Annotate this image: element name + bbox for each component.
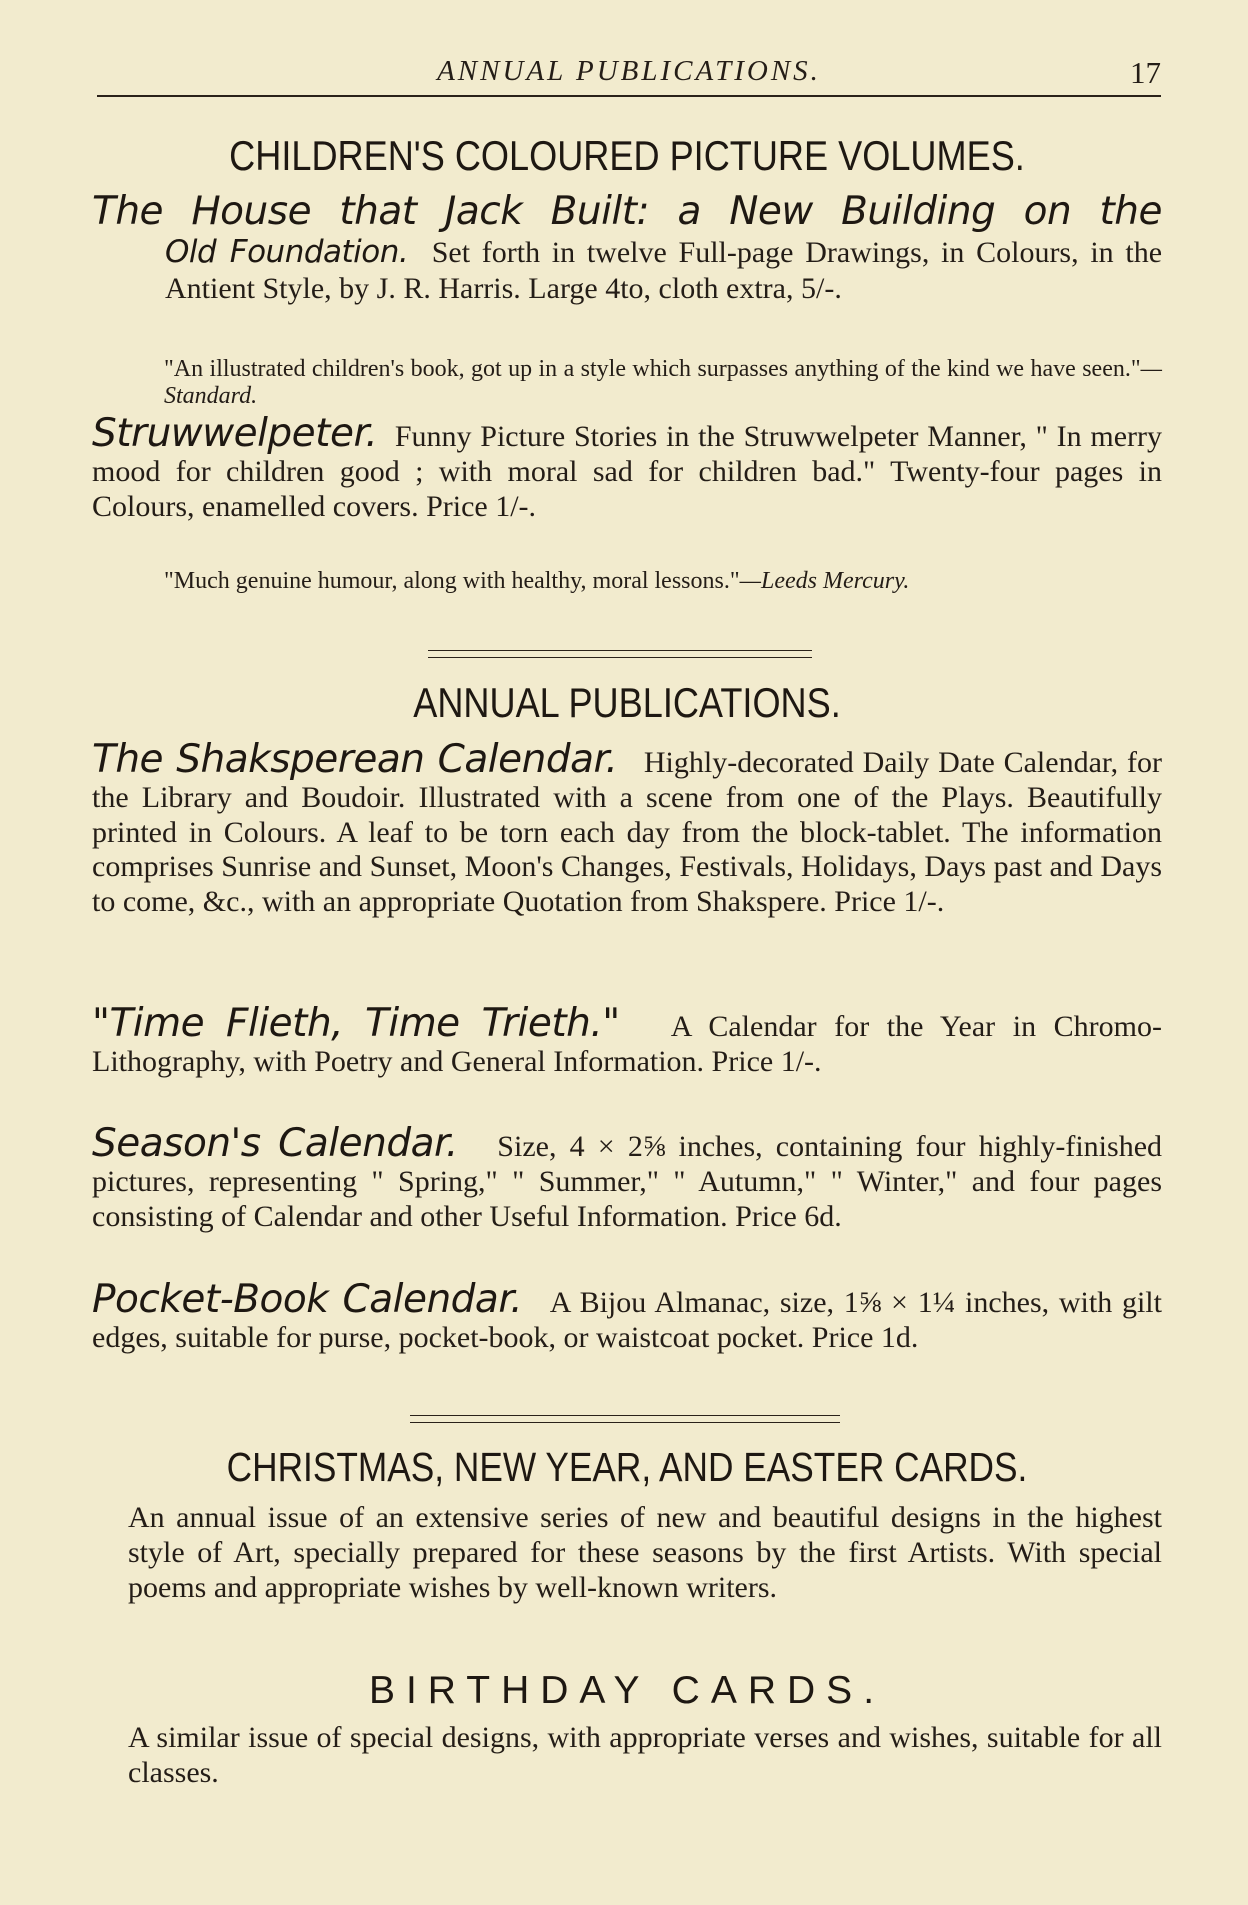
entry-description: Funny Picture Stories in the Struwwelpeter Manner, " In merry mood for children good ; with moral sad for children bad." Twenty-four pages in Colours, enamelled covers. Price 1/-. [92,420,1163,523]
entry-pocket-book-calendar [92,1277,1162,1356]
entry-title-line1: The House that Jack Built: a New Building on the [92,189,1162,234]
quote-source: —Standard. [164,356,1162,409]
entry-time-flieth [92,1001,1162,1080]
entry-struwwelpeter [92,411,1163,524]
section-heading-children: CHILDREN'S COLOURED PICTURE VOLUMES. [229,132,1025,179]
section-divider [410,1415,840,1423]
quote-text: "Much genuine humour, along with healthy, moral lessons." [164,568,740,594]
section-heading-birthday: BIRTHDAY CARDS. [368,1669,886,1712]
entry-body [92,232,1162,307]
entry-body [92,737,1162,920]
entry-title-line2: Old Foundation. [165,234,409,270]
entry-seasons-calendar [92,1121,1163,1234]
entry-body [92,1277,1162,1356]
entry-title: Season's Calendar. [92,1121,458,1166]
entry-shaksperean-calendar [92,737,1162,920]
entry-title: Struwwelpeter. [92,411,378,456]
entry-title: Pocket-Book Calendar. [92,1277,523,1322]
entry-title: The Shaksperean Calendar. [92,737,618,782]
section-heading-annual: ANNUAL PUBLICATIONS. [413,679,841,726]
page-number: 17 [1130,55,1161,90]
section-divider [428,650,812,658]
section-heading-christmas: CHRISTMAS, NEW YEAR, AND EASTER CARDS. [226,1444,1028,1490]
christmas-cards-text [92,1500,1162,1605]
birthday-cards-text [92,1720,1162,1790]
entry-body [92,1001,1162,1080]
review-quote-leeds-mercury [92,568,1162,595]
paragraph-text: A similar issue of special designs, with appropriate verses and wishes, suitable for all classes. [128,1721,1162,1789]
entry-title: "Time Flieth, Time Trieth." [92,1001,620,1046]
running-title: ANNUAL PUBLICATIONS. [437,55,821,87]
quote-source: —Leeds Mercury. [739,568,910,594]
entry-description: Set forth in twelve Full-page Drawings, in Colours, in the Antient Style, by J. R. Harris. Large 4to, cloth extra, 5/-. [165,236,1163,305]
paragraph-text: An annual issue of an extensive series of new and beautiful designs in the highest style of Art, specially prepared for these seasons by the first Artists. With special poems and appropriate wishes by well-known writers. [128,1501,1162,1604]
entry-description: A Bijou Almanac, size, 1⅝ × 1¼ inches, with gilt edges, suitable for purse, pocket-book, or waistcoat pocket. Price 1d. [92,1286,1162,1354]
entry-body [92,411,1163,524]
review-quote-standard [92,356,1162,410]
quote-text: "An illustrated children's book, got up in a style which surpasses anything of the kind we have seen." [164,356,1141,382]
entry-description: A Calendar for the Year in Chromo-Lithography, with Poetry and General Information. Price 1/-. [92,1010,1162,1078]
entry-house-that-jack-built [92,189,1163,307]
entry-description: Size, 4 × 2⅝ inches, containing four highly-finished pictures, representing " Spring," " Summer," " Autumn," " Winter," and four pages consisting of Calendar and other Useful Information. Price 6d. [92,1130,1163,1233]
entry-description: Highly-decorated Daily Date Calendar, for the Library and Boudoir. Illustrated with a scene from one of the Plays. Beautifully printed in Colours. A leaf to be torn each day from the block-tablet. The information comprises Sunrise and Sunset, Moon's Changes, Festivals, Holidays, Days past and Days to come, &c., with an appropriate Quotation from Shakspere. Price 1/-. [92,746,1162,919]
running-head [97,55,1161,97]
entry-body [92,1121,1163,1234]
